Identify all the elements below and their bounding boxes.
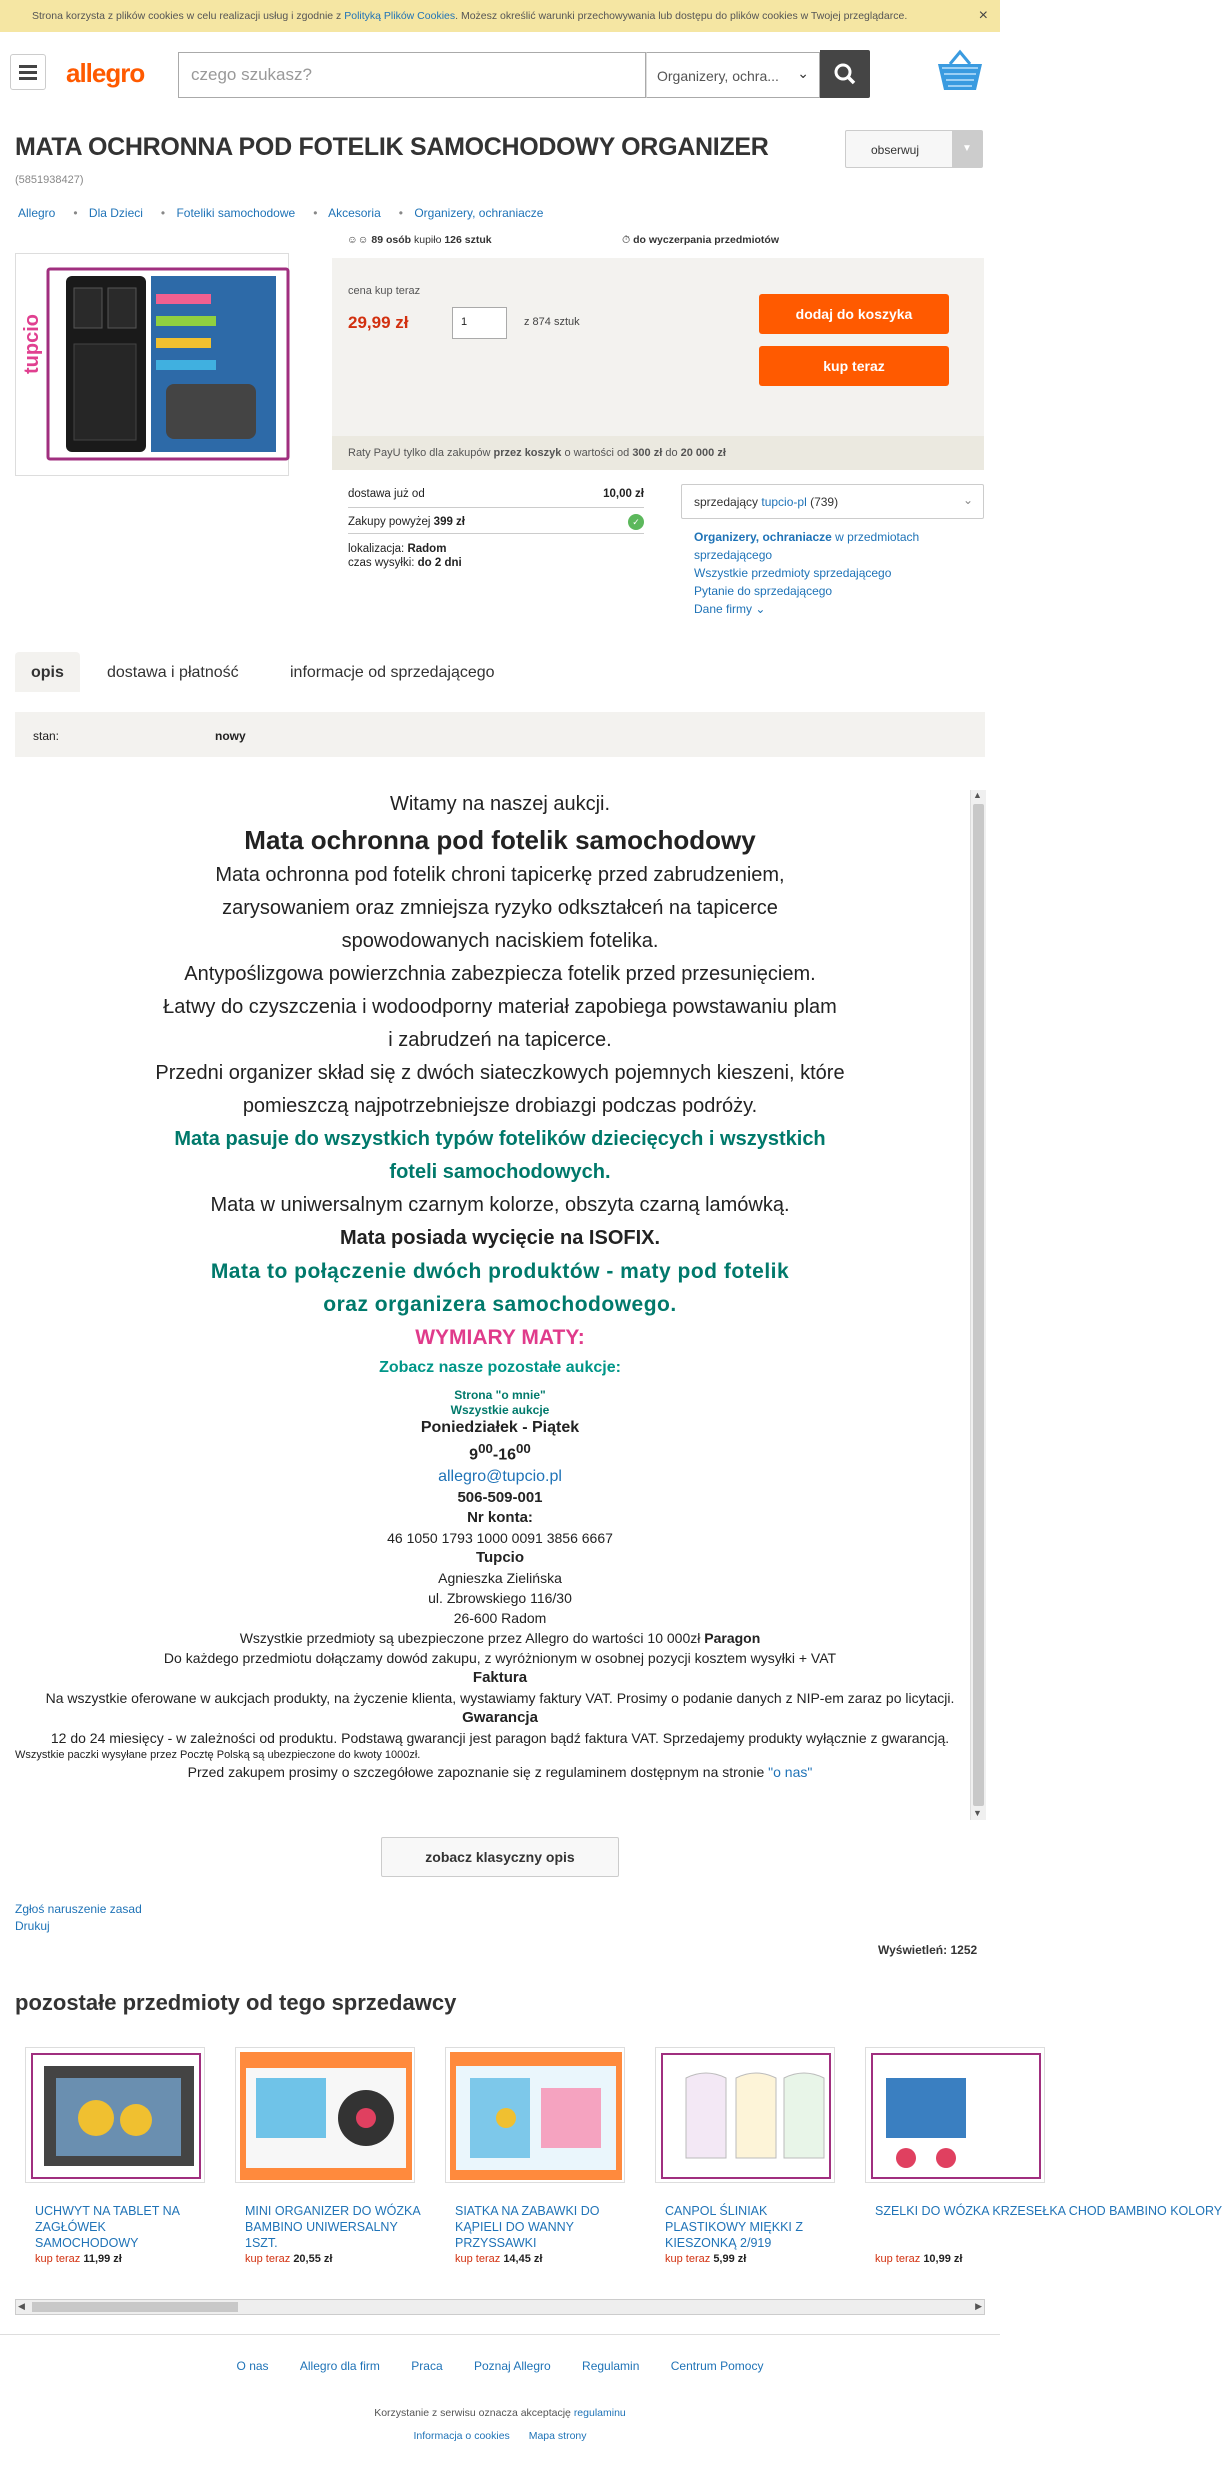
scroll-down-icon[interactable]: ▼ [973,1808,982,1818]
watch-label: obserwuj [871,143,920,157]
item-price-label: kup teraz [245,2253,291,2265]
item-price-label: kup teraz [35,2253,81,2265]
views-value: 1252 [950,1943,978,1957]
location-label: lokalizacja: [348,543,405,555]
price: 29,99 zł [348,313,409,332]
payu-info [332,436,984,470]
free-shipping-icon: ✓ [628,514,644,530]
footer-note-text: Korzystanie z serwisu oznacza akceptację [374,2407,574,2419]
bought-units: 126 sztuk [444,234,492,246]
seller-dropdown[interactable] [681,484,984,519]
search-button[interactable] [820,50,870,98]
desc-line: Mata w uniwersalnym czarnym kolorze, obszyta czarną lamówką. [210,1194,790,1216]
carousel-scrollbar[interactable] [15,2299,985,2315]
seller-category-rest: w przedmiotach sprzedającego [694,530,920,562]
item-price-label: kup teraz [455,2253,501,2265]
chevron-down-icon: ⌄ [962,493,973,507]
footer [0,2334,1000,2469]
seller-links [694,528,964,618]
watch-button[interactable] [845,130,983,168]
payu-to: 20 000 zł [680,447,726,459]
item-title[interactable]: MINI ORGANIZER DO WÓZKA BAMBINO UNIWERSALNY 1SZT. [245,2204,421,2250]
desc-invoice: Na wszystkie oferowane w aukcjach produkty, na życzenie klienta, wystawiamy faktury VAT. Prosimy o podanie danych z NIP-em zaraz po licytacji. [45,1690,955,1707]
desc-line: Mata ochronna pod fotelik chroni tapicerkę przed zabrudzeniem, [215,864,785,886]
desc-line: foteli samochodowych. [389,1161,611,1183]
desc-days: Poniedziałek - Piątek [420,1419,580,1436]
classic-description-button[interactable]: zobacz klasyczny opis [381,1837,619,1877]
search-icon [820,50,870,98]
desc-line: spowodowanych naciskiem fotelika. [341,930,659,952]
item-price-label: kup teraz [875,2253,921,2265]
desc-heading: Mata ochronna pod fotelik samochodowy [244,825,756,855]
item-thumbnail[interactable] [655,2047,835,2183]
dropdown-arrow-icon[interactable]: ▼ [952,131,982,167]
list-item[interactable] [865,2047,1222,2272]
tab-description[interactable]: opis [15,652,80,692]
location: Radom [407,543,447,555]
desc-invoice-heading: Faktura [472,1669,528,1687]
desc-person: Agnieszka Zielińska [438,1570,562,1587]
seller-label: sprzedający [694,495,759,509]
desc-street: ul. Zbrowskiego 116/30 [428,1590,572,1607]
terms-link[interactable]: regulaminu [573,2407,626,2419]
tab-seller-info[interactable]: informacje od sprzedającego [290,664,495,681]
desc-account: 46 1050 1793 1000 0091 3856 6667 [387,1530,613,1547]
desc-rules [15,1762,985,1782]
desc-line: Antypoślizgowa powierzchnia zabezpiecza fotelik przed przesunięciem. [184,963,816,985]
item-thumbnail[interactable] [865,2047,1045,2183]
desc-phone: 506-509-001 [457,1489,543,1507]
category-select[interactable] [646,52,820,98]
bought-label: kupiło [413,234,442,246]
list-item[interactable] [655,2047,841,2272]
item-price [245,2253,332,2265]
breadcrumb-separator: • [160,206,166,220]
desc-line: oraz organizera samochodowego. [323,1293,677,1316]
allegro-logo[interactable]: allegro [66,58,145,88]
footer-link[interactable]: Centrum Pomocy [670,2359,764,2373]
breadcrumb-item[interactable]: Akcesoria [328,206,381,220]
hours-start-min: 00 [478,1441,493,1456]
desc-receipt: Do każdego przedmiotu dołączamy dowód zakupu, z wyróżnionym w osobnej pozycji kosztem wysyłki + VAT [163,1650,837,1667]
desc-line: Mata to połączenie dwóch produktów - maty pod fotelik [210,1260,790,1283]
ship-time-label: czas wysyłki: [348,557,415,569]
desc-account-label: Nr konta: [467,1509,533,1527]
tab-delivery-payment[interactable]: dostawa i płatność [107,664,239,681]
list-item[interactable] [235,2047,421,2272]
item-price-value: 20,55 zł [293,2253,333,2265]
desc-line: Łatwy do czyszczenia i wodoodporny materiał zapobiega powstawaniu plam [163,996,837,1018]
footer-link[interactable]: Regulamin [582,2359,640,2373]
item-thumbnail[interactable] [445,2047,625,2183]
breadcrumb-item[interactable]: Foteliki samochodowe [176,206,296,220]
hours-start: 9 [469,1446,479,1464]
about-me-link[interactable]: Strona "o mnie" [454,1388,546,1402]
rules-text: Przed zakupem prosimy o szczegółowe zapoznanie się z regulaminem dostępnym na stronie [187,1764,769,1781]
footer-link[interactable]: Praca [411,2359,443,2373]
breadcrumb-separator: • [398,206,403,220]
delivery-info [348,488,644,570]
breadcrumb-item[interactable]: Organizery, ochraniacze [414,206,544,220]
stock-note-text: do wyczerpania przedmiotów [633,234,779,246]
item-price [455,2253,542,2265]
hours-end-min: 00 [516,1441,531,1456]
tabs [15,652,985,692]
desc-city: 26-600 Radom [453,1610,547,1627]
cookie-policy-link[interactable]: Polityką Plików Cookies [344,10,456,22]
clock-icon: ⏱ [622,234,631,246]
hamburger-icon-bar [19,71,37,74]
payu-do: do [662,447,681,459]
desc-parcels: Wszystkie paczki wysyłane przez Pocztę Polską są ubezpieczone do kwoty 1000zł. [15,1749,421,1762]
chevron-down-icon: ⌄ [755,602,766,616]
print-link[interactable]: Drukuj [15,1919,50,1933]
item-price-value: 10,99 zł [923,2253,963,2265]
breadcrumb-separator: • [313,206,318,220]
item-number: (5851938427) [15,174,84,186]
buy-now-button[interactable]: kup teraz [759,346,949,386]
scrollbar-thumb[interactable] [32,2302,238,2312]
seller-rating: (739) [810,495,839,509]
item-price-value: 5,99 zł [713,2253,747,2265]
desc-company: Tupcio [475,1549,525,1567]
desc-hours [15,1438,985,1466]
other-items-title: pozostałe przedmioty od tego sprzedawcy [15,1990,457,2015]
item-title[interactable]: SIATKA NA ZABAWKI DO KĄPIELI DO WANNY PRZYSSAWKI [455,2204,600,2250]
desc-line: Mata pasuje do wszystkich typów fotelików dziecięcych i wszystkich [174,1128,826,1150]
condition-label: stan: [33,729,60,743]
payu-mid: o wartości od [561,447,633,459]
desc-other-auctions: Zobacz nasze pozostałe aukcje: [379,1359,621,1376]
stock-total: z 874 sztuk [524,316,580,328]
item-thumbnail[interactable] [25,2047,205,2183]
desc-isofix: Mata posiada wycięcie na ISOFIX. [339,1227,661,1249]
footer-link[interactable]: Poznaj Allegro [473,2359,551,2373]
close-icon[interactable]: × [978,7,988,24]
desc-insured [15,1628,985,1648]
item-title[interactable]: SZELKI DO WÓZKA KRZESEŁKA CHOD BAMBINO KOLORY [875,2204,1222,2218]
scroll-up-icon[interactable]: ▲ [973,790,982,800]
item-title[interactable]: UCHWYT NA TABLET NA ZAGŁÓWEK SAMOCHODOWY [35,2204,180,2250]
views-count [878,1943,977,1957]
product-title: MATA OCHRONNA POD FOTELIK SAMOCHODOWY ORGANIZER [15,133,769,161]
payu-from: 300 zł [632,447,663,459]
item-price-label: kup teraz [665,2253,711,2265]
hamburger-icon-bar-3 [19,77,37,80]
ship-time: do 2 dni [417,557,462,569]
condition-row [15,712,985,757]
item-price [875,2253,962,2265]
report-links [15,1901,142,1935]
delivery-from-label: dostawa już od [348,488,425,500]
sitemap-link[interactable]: Mapa strony [528,2430,587,2442]
add-to-cart-button[interactable]: dodaj do koszyka [759,294,949,334]
quantity-input[interactable]: 1 [452,307,507,339]
item-price-value: 11,99 zł [83,2253,122,2265]
payu-text: Raty PayU tylko dla zakupów [348,447,494,459]
purchase-stats [347,234,492,246]
hamburger-icon [19,65,37,68]
desc-warranty: 12 do 24 miesięcy - w zależności od produktu. Podstawą gwarancji jest paragon bądź faktura VAT. Sprzedajemy produkty wyłącznie z gwarancją. [50,1730,950,1747]
footer-note [0,2407,1000,2419]
cookie-text-2: . Możesz określić warunki przechowywania lub dostępu do plików cookies w Twojej przeglądarce. [455,10,908,22]
scroll-right-icon[interactable]: ▶ [975,2301,982,2311]
breadcrumb [18,206,561,220]
footer-link[interactable]: O nas [236,2359,269,2373]
breadcrumb-item[interactable]: Allegro [18,206,56,220]
email-link[interactable]: allegro@tupcio.pl [438,1468,562,1486]
people-icon: ☺☺ [347,234,369,246]
desc-line: Przedni organizer skład się z dwóch siateczkowych pojemnych kieszeni, które [155,1062,845,1084]
desc-line: i zabrudzeń na tapicerce. [388,1029,612,1051]
footer-links-2 [0,2430,1000,2442]
seller-category-link[interactable] [694,530,919,562]
item-thumbnail[interactable] [235,2047,415,2183]
bought-count: 89 osób [371,234,412,246]
ask-seller-link[interactable]: Pytanie do sprzedającego [694,584,833,598]
desc-line: zarysowaniem oraz zmniejsza ryzyko odkształceń na tapicerce [222,897,778,919]
stock-note [622,234,779,247]
desc-dimensions: WYMIARY MATY: [415,1326,585,1349]
breadcrumb-separator: • [73,206,78,220]
chevron-down-icon: ⌄ [797,65,809,81]
seller-all-items-link[interactable]: Wszystkie przedmioty sprzedającego [694,566,892,580]
cart-icon[interactable] [936,50,984,94]
list-item[interactable] [25,2047,211,2272]
breadcrumb-item[interactable]: Dla Dzieci [88,206,143,220]
description-scrollbar[interactable] [970,790,986,1820]
seller-category-bold: Organizery, ochraniacze [694,530,832,544]
item-price [35,2253,122,2265]
item-title[interactable]: CANPOL ŚLINIAK PLASTIKOWY MIĘKKI Z KIESZONKĄ 2/919 [665,2204,803,2250]
condition-value: nowy [215,729,246,743]
free-delivery-label: Zakupy powyżej [348,516,431,528]
cookies-info-link[interactable]: Informacja o cookies [413,2430,510,2442]
all-auctions-link[interactable]: Wszystkie aukcje [450,1403,550,1417]
svg-text:tupcio: tupcio [21,314,43,374]
search-input[interactable]: czego szukasz? [178,52,646,98]
seller-name[interactable]: tupcio-pl [761,495,807,509]
desc-line: pomieszczą najpotrzebniejsze drobiazgi podczas podróży. [242,1095,758,1117]
scrollbar-thumb[interactable] [973,804,984,1806]
item-price-value: 14,45 zł [503,2253,543,2265]
list-item[interactable] [445,2047,631,2272]
hours-end: -16 [492,1446,517,1464]
cookie-bar [0,0,1000,32]
product-image[interactable] [15,253,289,476]
delivery-from-price: 10,00 zł [603,488,644,500]
about-us-link[interactable]: "o nas" [768,1764,813,1781]
description [15,782,985,1822]
insured-text: Wszystkie przedmioty są ubezpieczone przez Allegro do wartości 10 000zł [239,1630,701,1647]
price-label: cena kup teraz [348,285,421,297]
scroll-left-icon[interactable]: ◀ [18,2301,25,2311]
desc-warranty-heading: Gwarancja [462,1709,538,1727]
menu-button[interactable] [10,54,46,90]
views-label: Wyświetleń: [878,1943,948,1957]
footer-links [0,2359,1000,2373]
desc-welcome: Witamy na naszej aukcji. [389,793,611,815]
payu-bold: przez koszyk [493,447,562,459]
company-data-link[interactable]: Dane firmy [694,602,753,616]
free-delivery-value: 399 zł [433,516,465,528]
paragon-text: Paragon [700,1630,761,1647]
item-price [665,2253,746,2265]
footer-link[interactable]: Allegro dla firm [299,2359,380,2373]
category-value: Organizery, ochra... [657,68,779,84]
report-violation-link[interactable]: Zgłoś naruszenie zasad [15,1902,142,1916]
cookie-text: Strona korzysta z plików cookies w celu realizacji usług i zgodnie z [32,10,345,22]
